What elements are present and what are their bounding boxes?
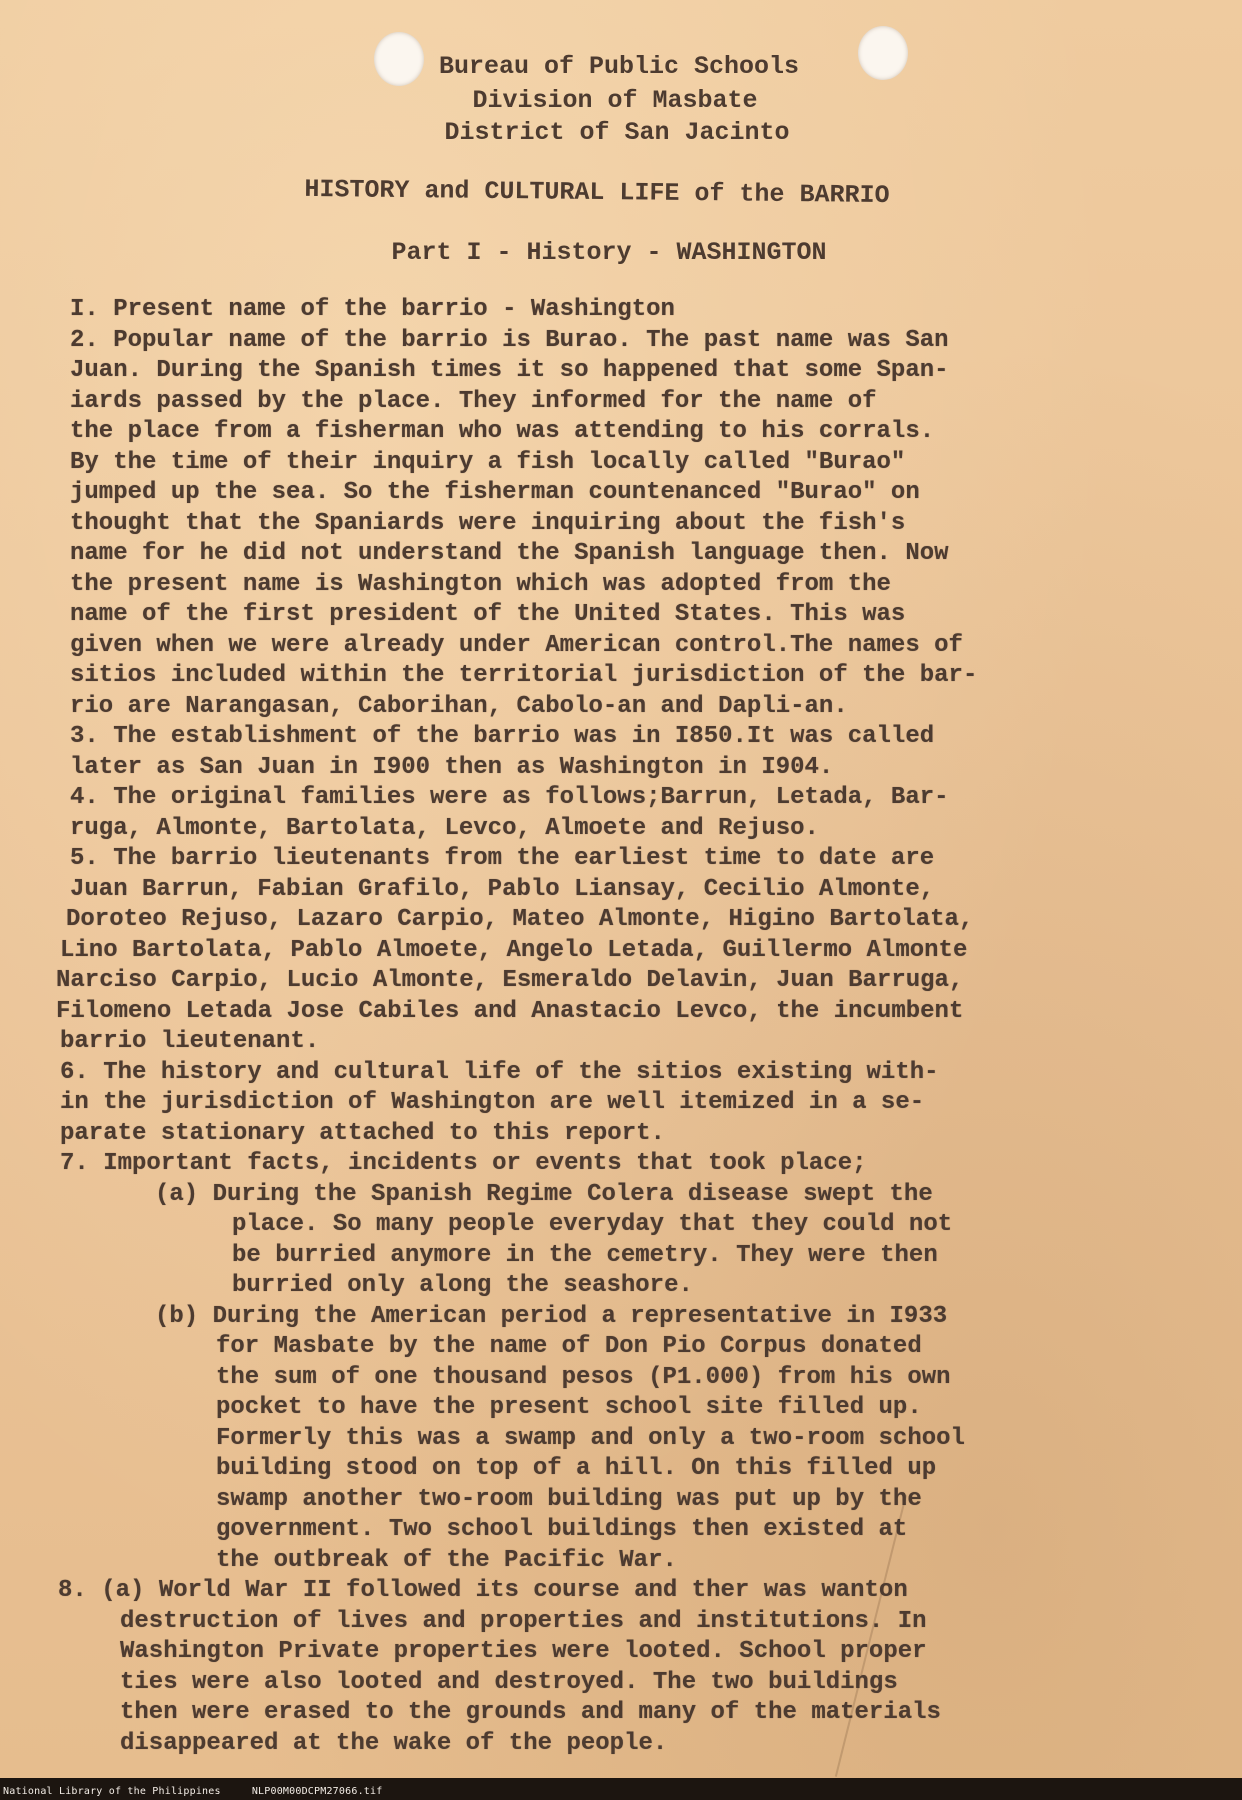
body-line: Narciso Carpio, Lucio Almonte, Esmeraldo Delavin, Juan Barruga, [56,967,964,994]
body-line: 8. (a) World War II followed its course and ther was wanton [58,1577,908,1604]
body-line: I. Present name of the barrio - Washington [70,296,675,323]
body-line: 3. The establishment of the barrio was in I850.It was called [70,723,935,750]
body-line: later as San Juan in I900 then as Washington in I904. [70,754,834,781]
body-line: Lino Bartolata, Pablo Almoete, Angelo Letada, Guillermo Almonte [60,937,968,964]
body-line: barrio lieutenant. [60,1028,320,1055]
body-line: (a) During the Spanish Regime Colera disease swept the [155,1181,933,1208]
body-line: 7. Important facts, incidents or events that took place; [60,1150,867,1177]
body-line: government. Two school buildings then existed at [216,1516,908,1543]
body-line: 4. The original families were as follows;Barrun, Letada, Bar- [70,784,949,811]
body-line: the outbreak of the Pacific War. [216,1547,677,1574]
body-line: place. So many people everyday that they could not [232,1211,953,1238]
body-line: swamp another two-room building was put up by the [216,1486,922,1513]
header-bureau: Bureau of Public Schools [438,52,800,81]
body-line: Juan. During the Spanish times it so happened that some Span- [70,357,949,384]
body-line: the present name is Washington which was adopted from the [70,571,891,598]
document-subtitle: Part I - History - WASHINGTON [391,238,827,267]
archive-footer: National Library of the Philippines NLP00M00DCPM27066.tif [3,1786,383,1797]
body-line: 6. The history and cultural life of the sitios existing with- [60,1059,939,1086]
body-line: sitios included within the territorial jurisdiction of the bar- [70,662,978,689]
body-line: Washington Private properties were looted. School proper [120,1638,927,1665]
body-line: disappeared at the wake of the people. [120,1730,668,1757]
body-line: in the jurisdiction of Washington are well itemized in a se- [60,1089,925,1116]
body-line: name of the first president of the United States. This was [70,601,906,628]
body-line: Filomeno Letada Jose Cabiles and Anastacio Levco, the incumbent [56,998,964,1025]
body-line: thought that the Spaniards were inquiring about the fish's [70,510,906,537]
body-line: destruction of lives and properties and institutions. In [120,1608,927,1635]
scan-bottom-edge [0,1778,1242,1800]
body-line: (b) During the American period a representative in I933 [155,1303,948,1330]
body-line: the sum of one thousand pesos (P1.000) from his own [216,1364,951,1391]
body-line: name for he did not understand the Spanish language then. Now [70,540,949,567]
body-line: given when we were already under American control.The names of [70,632,963,659]
body-line: 5. The barrio lieutenants from the earliest time to date are [70,845,935,872]
body-line: rio are Narangasan, Caborihan, Cabolo-an and Dapli-an. [70,693,848,720]
body-line: then were erased to the grounds and many of the materials [120,1699,941,1726]
body-line: 2. Popular name of the barrio is Burao. The past name was San [70,327,949,354]
body-line: for Masbate by the name of Don Pio Corpus donated [216,1333,922,1360]
header-district: District of San Jacinto [444,118,790,147]
body-line: building stood on top of a hill. On this filled up [216,1455,937,1482]
header-division: Division of Masbate [472,86,758,115]
document-title: HISTORY and CULTURAL LIFE of the BARRIO [304,174,890,211]
body-line: Juan Barrun, Fabian Grafilo, Pablo Liansay, Cecilio Almonte, [70,876,935,903]
body-line: jumped up the sea. So the fisherman countenanced "Burao" on [70,479,920,506]
body-line: Formerly this was a swamp and only a two-room school [216,1425,965,1452]
body-line: ruga, Almonte, Bartolata, Levco, Almoete and Rejuso. [70,815,819,842]
body-line: parate stationary attached to this report. [60,1120,665,1147]
body-line: pocket to have the present school site filled up. [216,1394,922,1421]
body-line: Doroteo Rejuso, Lazaro Carpio, Mateo Almonte, Higino Bartolata, [66,906,974,933]
body-line: By the time of their inquiry a fish locally called "Burao" [70,449,906,476]
body-line: burried only along the seashore. [232,1272,693,1299]
body-line: be burried anymore in the cemetry. They were then [232,1242,938,1269]
body-line: the place from a fisherman who was attending to his corrals. [70,418,935,445]
body-line: ties were also looted and destroyed. The two buildings [120,1669,898,1696]
body-line: iards passed by the place. They informed for the name of [70,388,877,415]
